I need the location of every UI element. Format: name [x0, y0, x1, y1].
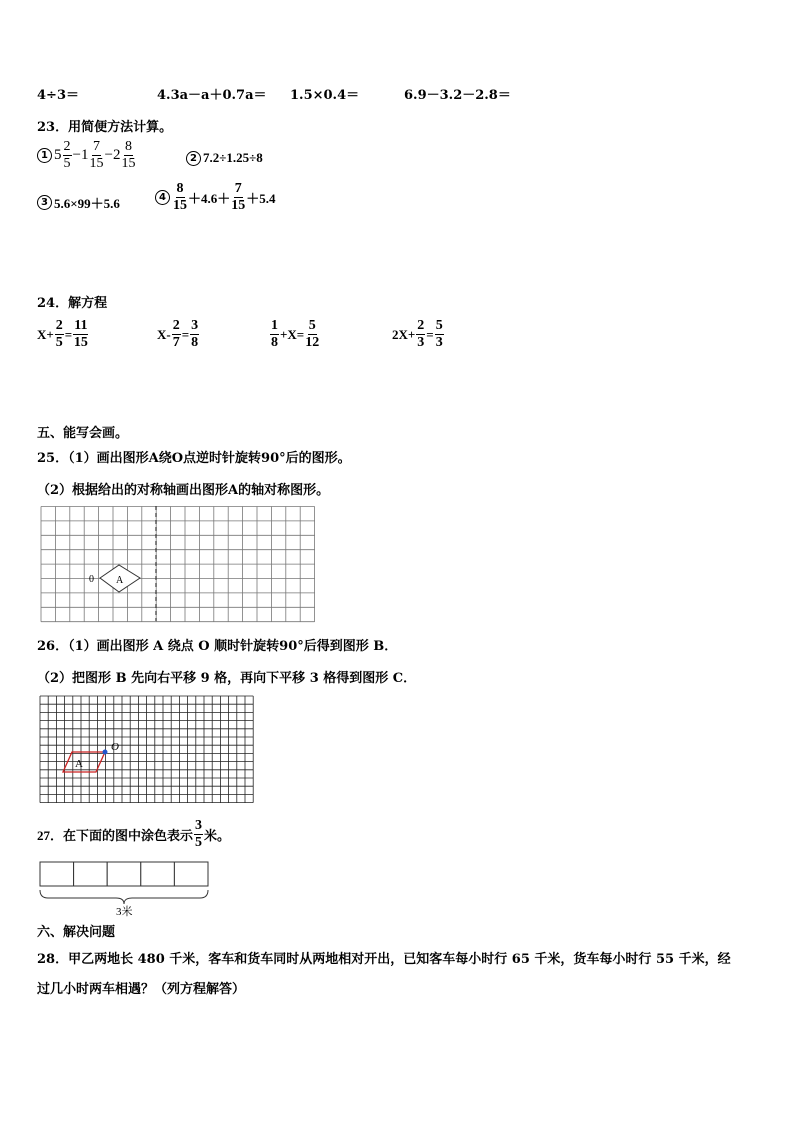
- circled-number: 1: [37, 148, 52, 163]
- fraction: $\frac{8}{15}$: [173, 181, 187, 213]
- q23-expr-4: [155, 181, 276, 214]
- fraction: $\frac{7}{15}$: [231, 181, 246, 213]
- q27-bar-figure: [38, 860, 210, 920]
- circled-number: 3: [37, 195, 52, 210]
- bar-segment-5[interactable]: [174, 862, 208, 886]
- q25-grid: [41, 507, 315, 622]
- q23-expr-3: [37, 193, 120, 212]
- q28-line-2: 过几小时两车相遇？（列方程解答）: [37, 982, 246, 997]
- whole: 1: [80, 147, 89, 163]
- expression-text: ＋4.6＋: [188, 191, 231, 206]
- bar-segment-2[interactable]: [74, 862, 108, 886]
- question-text: 米。: [204, 828, 231, 843]
- equation-3: $\frac{1}{8}$ +X= $\frac{5}{12}$: [271, 318, 320, 350]
- q25-grid-figure: [40, 506, 315, 624]
- q25-line-1: 25．（1）画出图形A绕O点逆时针旋转90°后的图形。: [37, 451, 351, 466]
- shape-a-label: A: [116, 575, 124, 586]
- point-o-label: 0: [89, 574, 94, 585]
- shape-a-label: A: [75, 758, 83, 770]
- q23-expr-1: [37, 139, 136, 172]
- q26-grid-figure: [39, 695, 255, 807]
- q26-grid: [40, 696, 253, 803]
- fraction: $\frac{3}{5}$: [195, 818, 203, 850]
- calc-item-3: 1.5×0.4＝: [290, 88, 360, 103]
- calc-item-2: 4.3a－a＋0.7a＝: [157, 88, 267, 103]
- q25-line-2: （2）根据给出的对称轴画出图形A的轴对称图形。: [37, 483, 330, 498]
- question-text: 27．在下面的图中涂色表示: [37, 828, 194, 843]
- section-5-heading: 五、能写会画。: [37, 426, 129, 441]
- bar-segment-1[interactable]: [40, 862, 74, 886]
- point-o: [103, 750, 108, 755]
- operator: −: [104, 147, 113, 163]
- section-6-heading: 六、解决问题: [37, 925, 116, 940]
- whole: 2: [112, 147, 121, 163]
- fraction: $\frac{2}{7}$: [172, 318, 180, 350]
- equation-4: 2X+ $\frac{2}{3}$ = $\frac{5}{3}$: [392, 318, 443, 350]
- calc-item-4: 6.9－3.2－2.8＝: [404, 88, 511, 103]
- q26-line-1: 26．（1）画出图形 A 绕点 O 顺时针旋转90°后得到图形 B．: [37, 639, 398, 654]
- fraction: $\frac{2}{5}$: [55, 318, 63, 350]
- fraction: $\frac{2}{5}$: [63, 139, 71, 171]
- fraction: $\frac{7}{15}$: [89, 139, 104, 171]
- fraction: $\frac{11}{15}$: [73, 318, 88, 350]
- equation-2: X- $\frac{2}{7}$ = $\frac{3}{8}$: [157, 318, 199, 350]
- bar-segment-4[interactable]: [141, 862, 175, 886]
- expression-text: 7.2÷1.25÷8: [203, 150, 263, 165]
- equation-1: X+ $\frac{2}{5}$ = $\frac{11}{15}$: [37, 318, 88, 350]
- fraction: $\frac{5}{12}$: [305, 318, 320, 350]
- q28-line-1: 28．甲乙两地长 480 千米，客车和货车同时从两地相对开出，已知客车每小时行 65 千米，货车每小时行 55 千米，经: [37, 952, 731, 967]
- q26-line-2: （2）把图形 B 先向右平移 9 格，再向下平移 3 格得到图形 C．: [37, 671, 417, 686]
- operator: −: [72, 147, 81, 163]
- expression-text: 5.6×99＋5.6: [54, 196, 120, 211]
- point-o-label: O: [111, 741, 119, 753]
- bar-segment-3[interactable]: [107, 862, 141, 886]
- q27-question: [37, 818, 230, 851]
- circled-number: 4: [155, 190, 170, 205]
- fraction: $\frac{5}{3}$: [435, 318, 443, 350]
- q23-title: 23．用简便方法计算。: [37, 120, 173, 135]
- calc-item-1: 4÷3＝: [37, 88, 79, 103]
- brace-label: 3米: [116, 906, 133, 918]
- fraction: $\frac{2}{3}$: [417, 318, 425, 350]
- q23-expr-2: [186, 150, 263, 166]
- brace: [40, 890, 208, 904]
- whole: 5: [54, 147, 62, 163]
- fraction: $\frac{8}{15}$: [121, 139, 136, 171]
- expression-text: ＋5.4: [246, 191, 276, 206]
- fraction: $\frac{3}{8}$: [191, 318, 199, 350]
- fraction: $\frac{1}{8}$: [271, 318, 278, 350]
- circled-number: 2: [186, 151, 201, 166]
- q24-title: 24．解方程: [37, 296, 108, 311]
